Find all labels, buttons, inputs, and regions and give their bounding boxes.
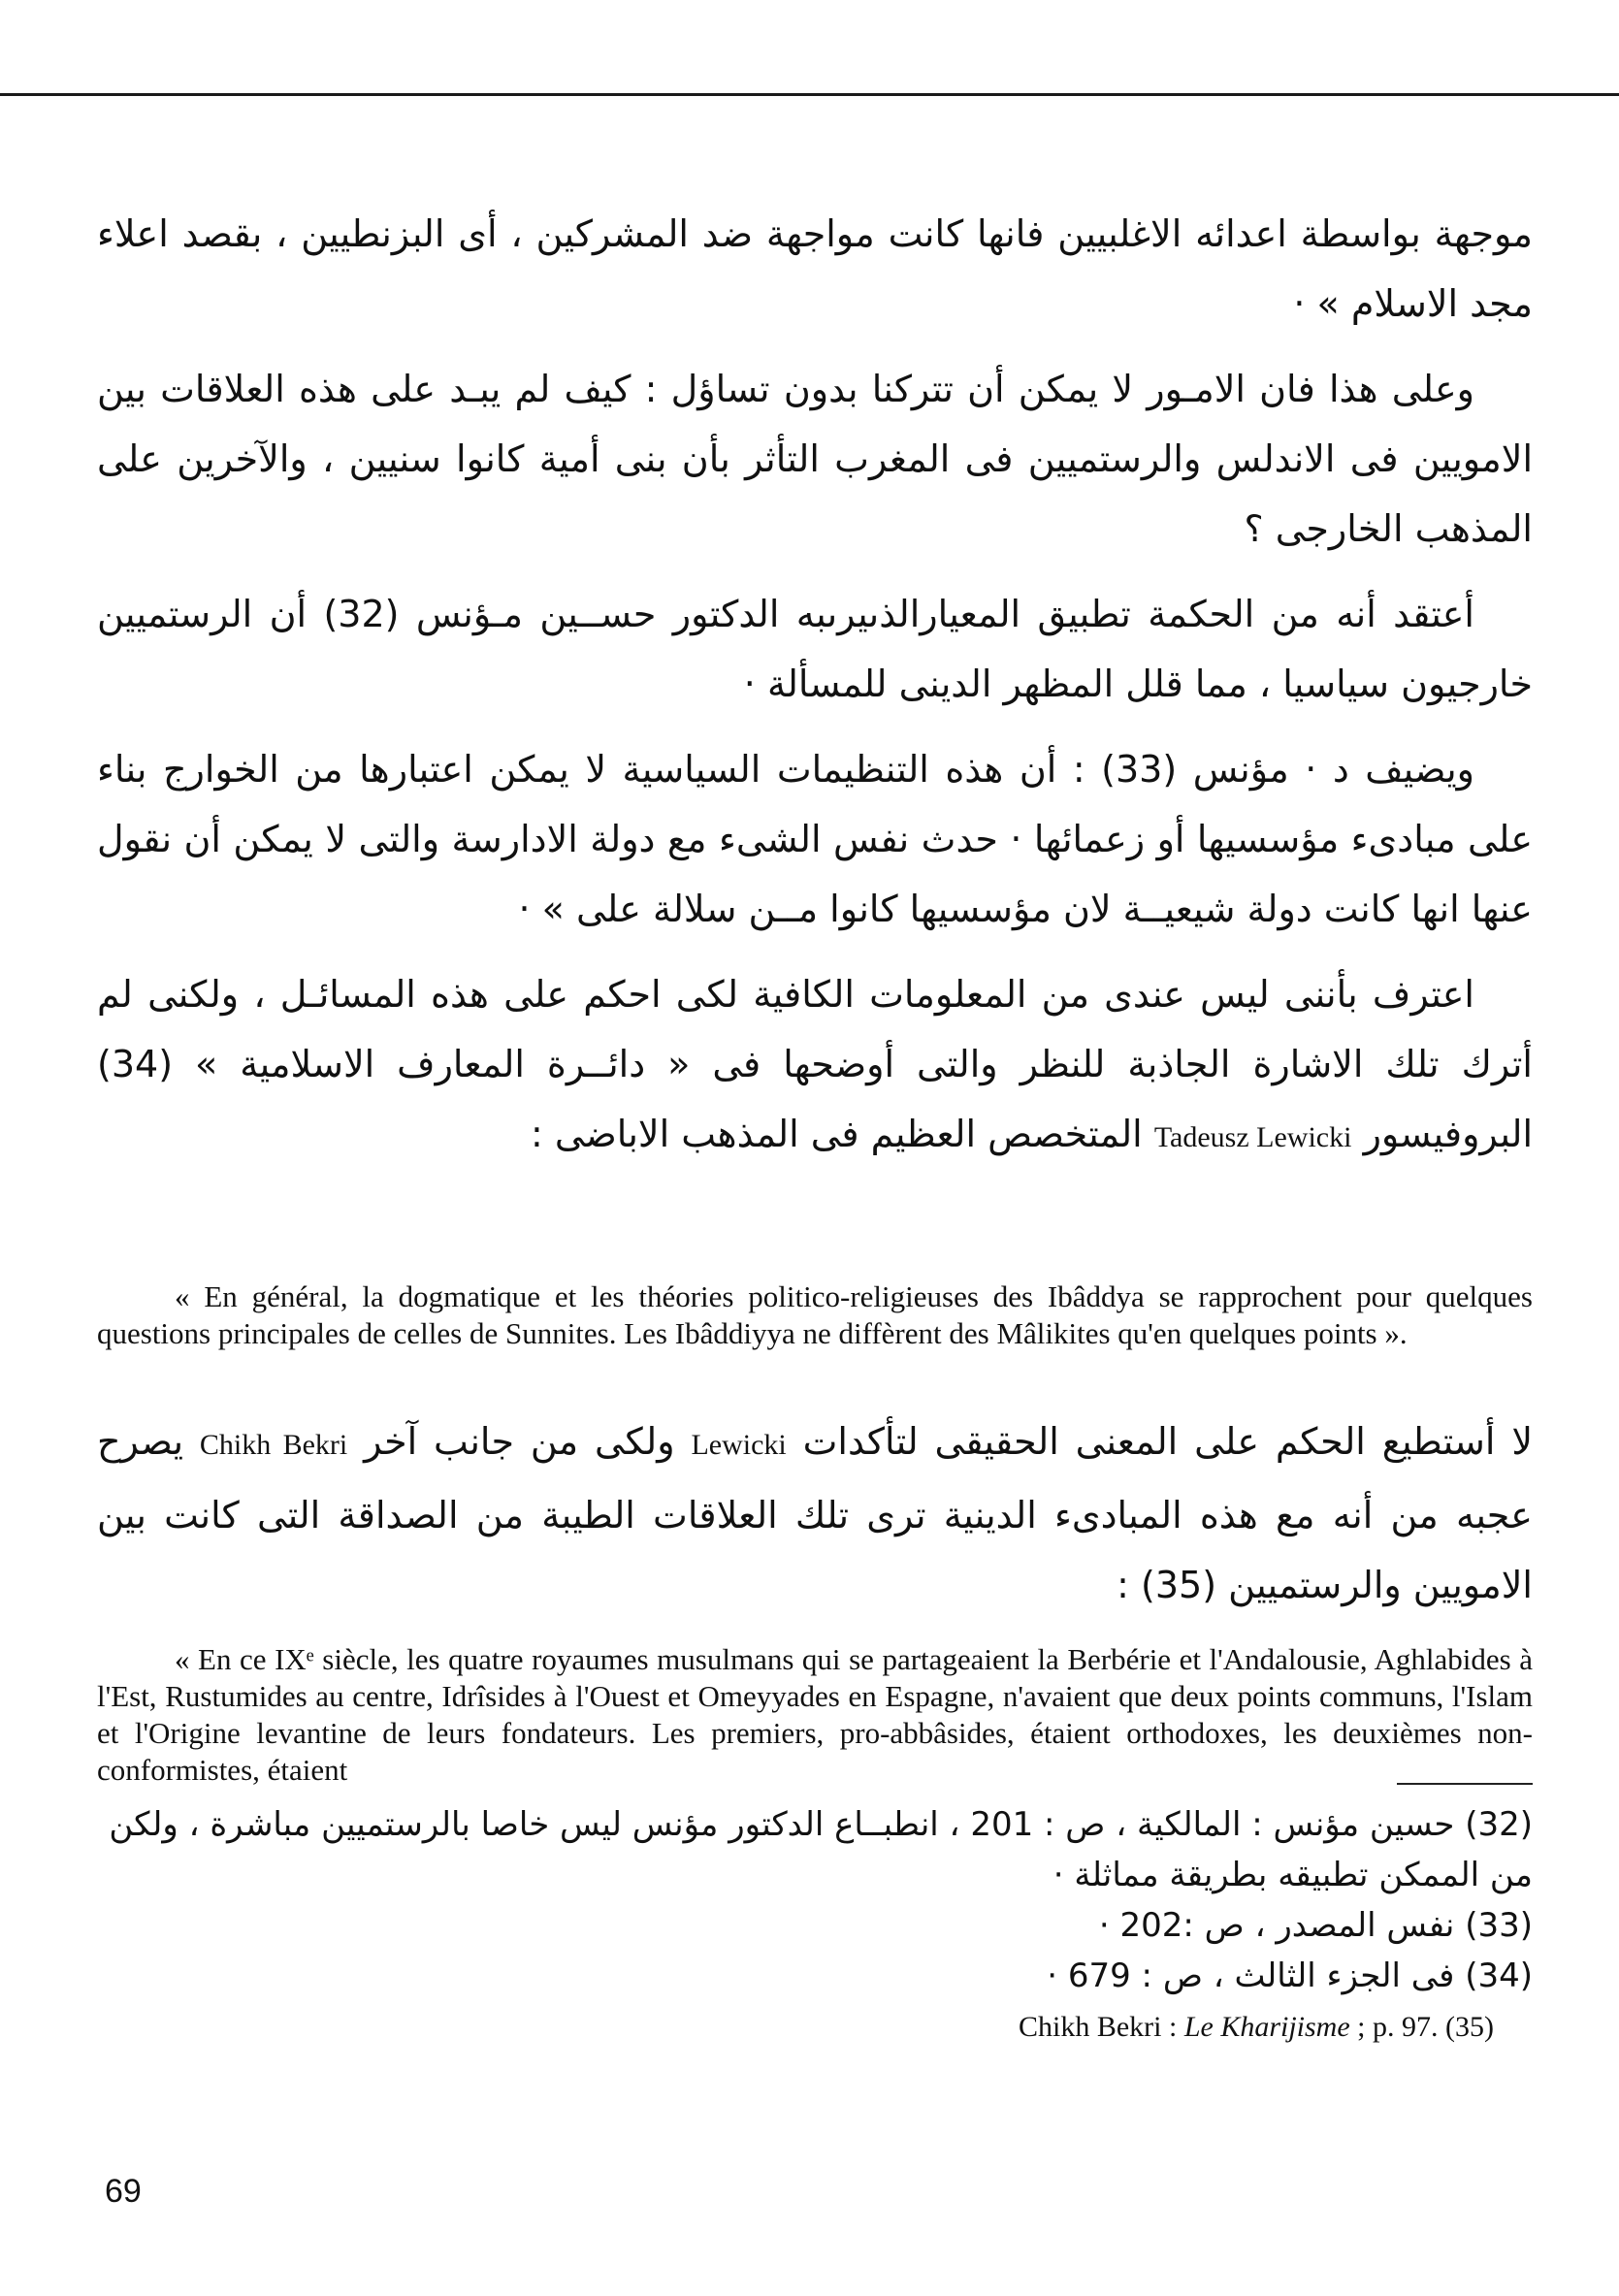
footnote-35-title: Le Kharijisme xyxy=(1183,2011,1350,2043)
footnote-rule xyxy=(1397,1783,1533,1785)
footnote-35 xyxy=(854,2008,1494,2047)
paragraph-6-text-c: يصرح عجبه من أنه مع هذه المبادىء الدينية ترى تلك العلاقات الطيبة من الصداقة التى كانت بين الامويين والرستميين (35) : xyxy=(97,1420,1533,1606)
paragraph-5 xyxy=(97,959,1533,1173)
paragraph-3: أعتقد أنه من الحكمة تطبيق المعيارالذىيرىبه الدكتور حســين مـؤنس (32) أن الرستميين خارجيون سياسيا ، مما قلل المظهر الدينى للمسألة · xyxy=(97,593,1533,705)
french-quote-2 xyxy=(97,1641,1533,1789)
footnote-35-number: (35) xyxy=(1445,2011,1494,2043)
footnote-33: (33) نفس المصدر ، ص :202 · xyxy=(1098,1906,1533,1945)
paragraph-6-latin-a: Lewicki xyxy=(691,1429,787,1461)
paragraph-6-text-a: لا أستطيع الحكم على المعنى الحقيقى لتأكدات xyxy=(802,1420,1533,1463)
paragraph-1: موجهة بواسطة اعدائه الاغلبيين فانها كانت مواجهة ضد المشركين ، أى البزنطيين ، بقصد اعلاء مجد الاسلام » · xyxy=(97,212,1533,325)
paragraph-6-text-b: ولكى من جانب آخر xyxy=(364,1420,675,1463)
quote-1-text: « En général, la dogmatique et les théories politico-religieuses des Ibâddya se rapprochent pour quelques questions principales de celles de Sunnites. Les Ibâddiyya ne diffèrent des Mâlikites qu'en quelques points ». xyxy=(97,1279,1533,1350)
top-rule xyxy=(0,93,1619,96)
footnotes-arabic xyxy=(97,1799,1533,2001)
paragraph-2: وعلى هذا فان الامـور لا يمكن أن تتركنا بدون تساؤل : كيف لم يبـد على هذه العلاقات بين الامويين فى الاندلس والرستميين فى المغرب التأثر بأن بنى أمية كانوا سنيين ، والآخرين على المذهب الخارجى ؟ xyxy=(97,368,1533,550)
paragraph-4: ويضيف د · مؤنس (33) : أن هذه التنظيمات السياسية لا يمكن اعتبارها من الخوارج بناء على مبادىء مؤسسيها أو زعمائها · حدث نفس الشىء مع دولة الادارسة والتى لا يمكن أن نقول عنها انها كانت دولة شيعيــة لان مؤسسيها كانوا مــن سلالة على » · xyxy=(97,748,1533,930)
paragraph-5-text-b: المتخصص العظيم فى المذهب الاباضى : xyxy=(530,1113,1143,1155)
footnote-32: (32) حسين مؤنس : المالكية ، ص : 201 ، انطبــاع الدكتور مؤنس ليس خاصا بالرستميين مباشرة ، ولكن من الممكن تطبيقه بطريقة مماثلة · xyxy=(109,1805,1533,1894)
footnote-34: (34) فى الجزء الثالث ، ص : 679 · xyxy=(1047,1956,1533,1995)
footnote-35-author: Chikh Bekri : xyxy=(1018,2011,1178,2043)
paragraph-5-latin-name: Tadeusz Lewicki xyxy=(1153,1121,1352,1153)
paragraph-5-text-a: اعترف بأننى ليس عندى من المعلومات الكافية لكى احكم على هذه المسائـل ، ولكنى لم أترك تلك الاشارة الجاذبة للنظر والتى أوضحها فى « دائــرة المعارف الاسلامية » (34) البروفيسور xyxy=(97,973,1533,1155)
quote-2-text: « En ce IXᵉ siècle, les quatre royaumes musulmans qui se partageaient la Berbérie et l'Andalousie, Aghlabides à l'Est, Rustumides au centre, Idrîsides à l'Ouest et Omeyyades en Espagne, n'avaient que deux points communs, l'Islam et l'Origine levantine de leurs fondateurs. Les premiers, pro-abbâsides, étaient orthodoxes, les deuxièmes non-conformistes, étaient xyxy=(97,1642,1533,1787)
french-quote-1 xyxy=(97,1278,1533,1352)
body-text-middle xyxy=(97,1407,1533,1620)
page-number: 69 xyxy=(105,2173,142,2210)
paragraph-6-latin-b: Chikh Bekri xyxy=(199,1429,348,1461)
footnote-35-page: ; p. 97. xyxy=(1357,2011,1439,2043)
paragraph-6 xyxy=(97,1407,1533,1620)
body-text-top xyxy=(97,199,1533,1173)
